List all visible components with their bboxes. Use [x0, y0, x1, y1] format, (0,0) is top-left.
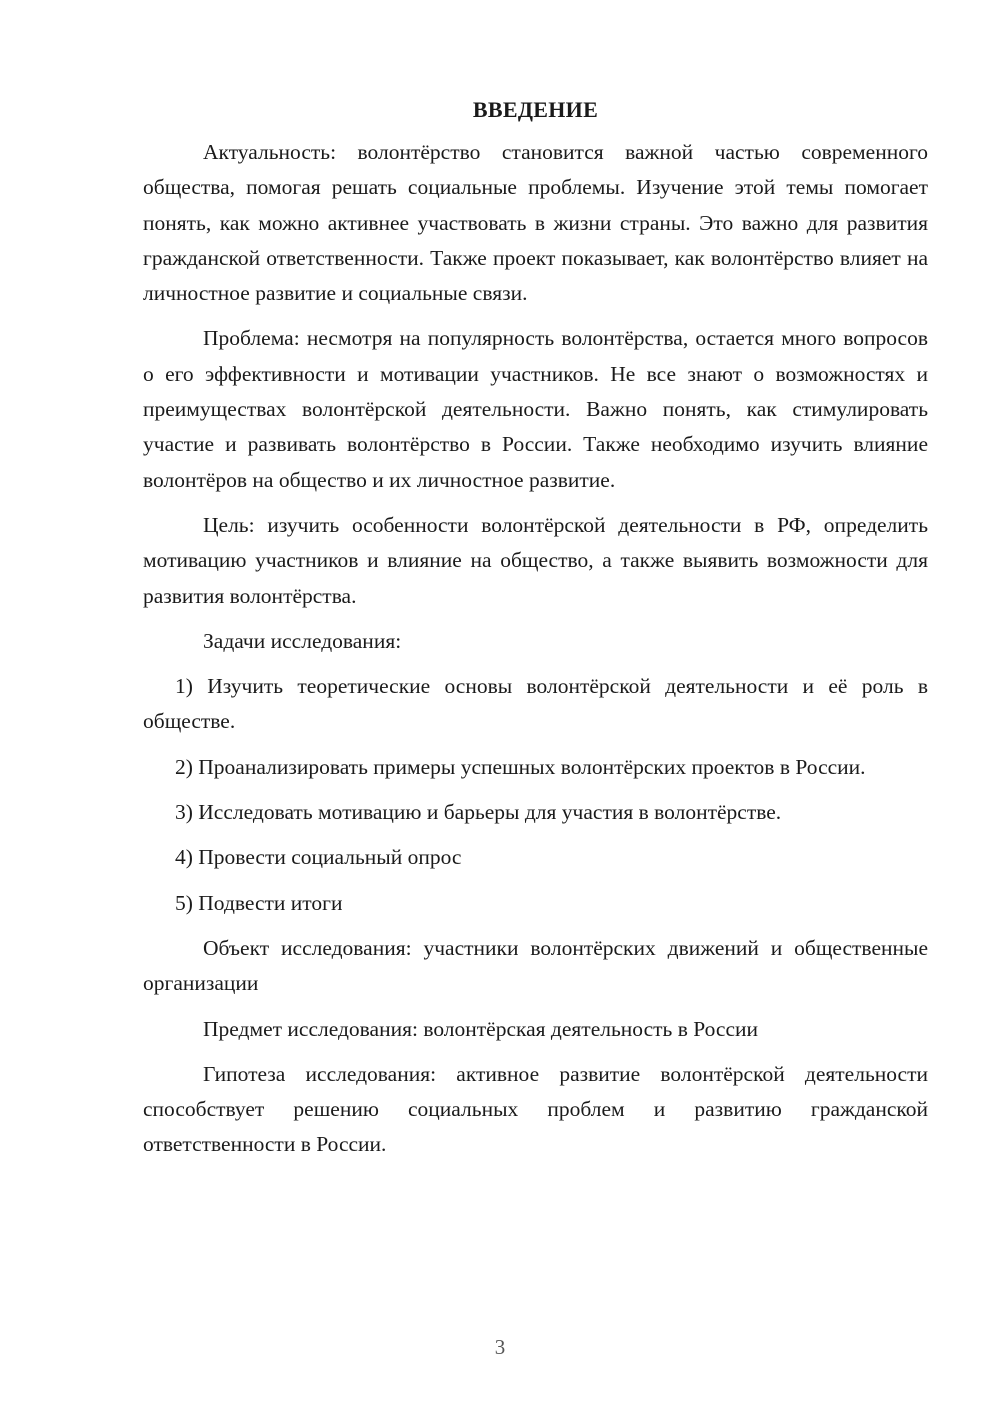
page-number: 3	[494, 1335, 506, 1359]
document-page	[143, 95, 928, 1173]
paragraph-goal: Цель: изучить особенности волонтёрской деятельности в РФ, определить мотивацию участников и влияние на общество, а также выявить возможности для развития волонтёрства.	[143, 512, 928, 608]
paragraph-object: Объект исследования: участники волонтёрских движений и общественные организации	[143, 935, 928, 996]
section-title: ВВЕДЕНИЕ	[472, 97, 599, 122]
paragraph-hypothesis: Гипотеза исследования: активное развитие волонтёрской деятельности способствует решению социальных проблем и развитию гражданской ответственности в России.	[143, 1061, 928, 1157]
task-item: 5) Подвести итоги	[175, 890, 343, 915]
task-item: 2) Проанализировать примеры успешных волонтёрских проектов в России.	[175, 754, 866, 779]
paragraph-tasks-heading: Задачи исследования:	[203, 628, 402, 653]
task-item: 1) Изучить теоретические основы волонтёрской деятельности и её роль в обществе.	[143, 674, 928, 734]
paragraph-problem: Проблема: несмотря на популярность волонтёрства, остается много вопросов о его эффективности и мотивации участников. Не все знают о возможностях и преимуществах волонтёрской деятельности. Важно понять, как стимулировать участие и развивать волонтёрство в России. Также необходимо изучить влияние волонтёров на общество и их личностное развитие.	[143, 326, 928, 492]
task-item: 3) Исследовать мотивацию и барьеры для участия в волонтёрстве.	[175, 800, 782, 825]
paragraph-subject: Предмет исследования: волонтёрская деятельность в России	[203, 1016, 759, 1041]
paragraph-relevance: Актуальность: волонтёрство становится важной частью современного общества, помогая решать социальные проблемы. Изучение этой темы помогает понять, как можно активнее участвовать в жизни страны. Это важно для развития гражданской ответственности. Также проект показывает, как волонтёрство влияет на личностное развитие и социальные связи.	[143, 140, 928, 306]
task-item: 4) Провести социальный опрос	[175, 845, 462, 870]
